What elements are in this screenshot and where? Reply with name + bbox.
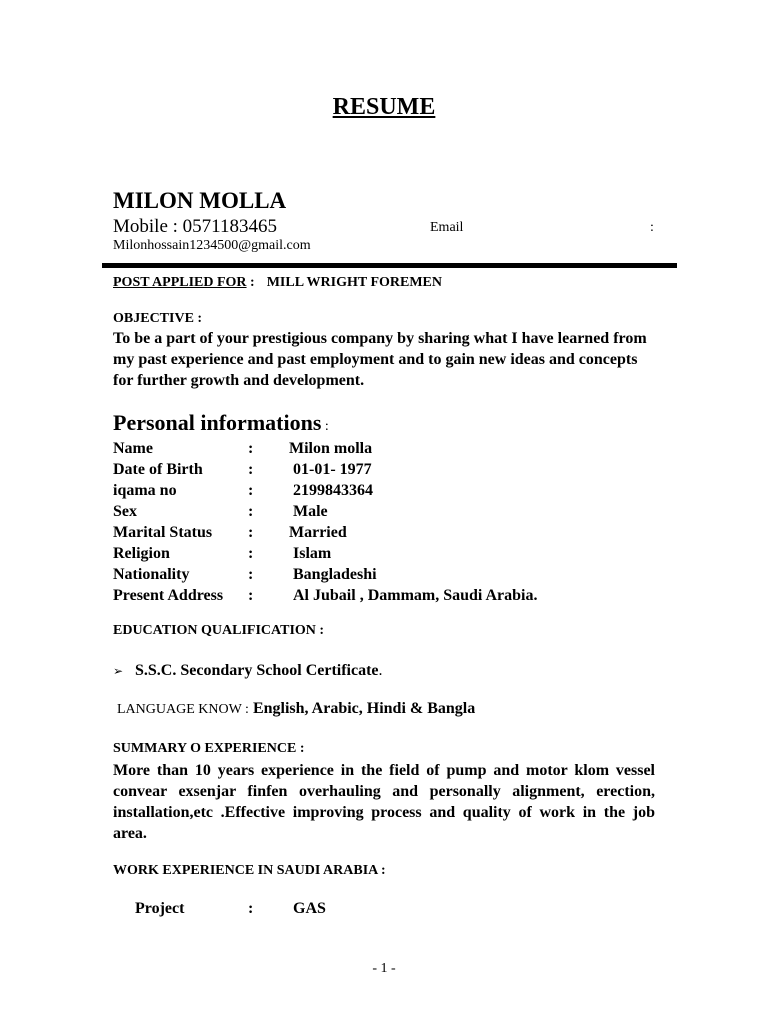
info-colon: : — [248, 524, 254, 541]
summary-heading: SUMMARY O EXPERIENCE : — [113, 741, 305, 756]
language-line — [117, 700, 475, 718]
document-title: RESUME — [332, 94, 436, 120]
post-applied-value: MILL WRIGHT FOREMEN — [266, 275, 443, 290]
info-value: Bangladeshi — [293, 566, 377, 583]
info-colon: : — [248, 461, 254, 478]
email-address: Milonhossain1234500@gmail.com — [113, 238, 311, 253]
info-label: Sex — [113, 503, 137, 520]
page-number: - 1 - — [372, 961, 396, 976]
email-colon: : — [650, 220, 654, 235]
education-heading: EDUCATION QUALIFICATION : — [113, 623, 325, 638]
project-colon: : — [248, 900, 254, 917]
info-colon: : — [248, 440, 254, 457]
language-label: LANGUAGE KNOW : — [117, 702, 249, 717]
info-colon: : — [248, 587, 254, 604]
education-item-text: S.S.C. Secondary School Certificate — [135, 662, 379, 679]
work-experience-heading: WORK EXPERIENCE IN SAUDI ARABIA : — [113, 863, 386, 878]
info-colon: : — [248, 545, 254, 562]
info-value: Married — [289, 524, 347, 541]
project-label: Project — [135, 900, 185, 917]
arrowhead-bullet-icon: ➢ — [113, 664, 124, 678]
header-divider — [102, 263, 677, 268]
objective-heading: OBJECTIVE : — [113, 311, 203, 326]
info-value: Al Jubail , Dammam, Saudi Arabia. — [293, 587, 538, 604]
info-value: Islam — [293, 545, 332, 562]
personal-info-title: Personal informations — [113, 410, 322, 435]
summary-text: More than 10 years experience in the field of pump and motor klom vessel convear exsenjar finfen overhauling and personally alignment, erection, installation,etc .Effective improving process and quality of work in the job area. — [113, 762, 655, 842]
project-value: GAS — [293, 900, 326, 917]
mobile-number: Mobile : 0571183465 — [113, 216, 277, 237]
info-label: Marital Status — [113, 524, 213, 541]
personal-info-heading — [113, 410, 329, 436]
personal-info-colon: : — [321, 419, 329, 434]
post-applied-label: POST APPLIED FOR — [113, 275, 247, 290]
language-value: English, Arabic, Hindi & Bangla — [252, 700, 476, 717]
post-applied-colon: : — [246, 275, 255, 290]
info-colon: : — [248, 566, 254, 583]
info-value: Milon molla — [289, 440, 373, 457]
email-label: Email — [430, 220, 464, 235]
info-colon: : — [248, 482, 254, 499]
education-item — [113, 662, 383, 680]
info-value: 2199843364 — [293, 482, 373, 499]
objective-text: To be a part of your prestigious company by sharing what I have learned from my past experience and past employment and to gain new ideas and concepts for further growth and development. — [113, 330, 647, 389]
info-label: Present Address — [113, 587, 224, 604]
info-label: Date of Birth — [113, 461, 203, 478]
info-colon: : — [248, 503, 254, 520]
info-value: 01-01- 1977 — [293, 461, 372, 478]
applicant-name: MILON MOLLA — [113, 188, 287, 213]
project-row — [135, 900, 435, 921]
info-label: iqama no — [113, 482, 177, 499]
post-applied-for — [113, 275, 442, 291]
info-value: Male — [293, 503, 328, 520]
info-label: Name — [113, 440, 153, 457]
info-label: Nationality — [113, 566, 190, 583]
info-label: Religion — [113, 545, 170, 562]
education-item-period: . — [378, 662, 383, 679]
